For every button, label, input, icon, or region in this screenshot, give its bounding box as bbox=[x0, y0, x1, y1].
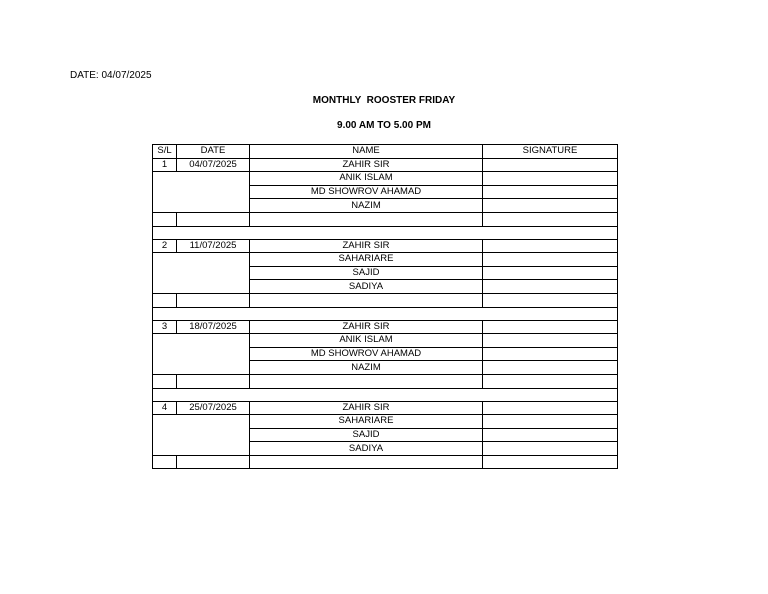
name-cell: ANIK ISLAM bbox=[250, 172, 483, 186]
signature-cell bbox=[483, 347, 618, 361]
name-cell: NAZIM bbox=[250, 361, 483, 375]
date-cell: 11/07/2025 bbox=[177, 239, 250, 253]
name-cell: SAJID bbox=[250, 266, 483, 280]
name-cell: ZAHIR SIR bbox=[250, 320, 483, 334]
table-header-row bbox=[153, 145, 618, 159]
signature-cell bbox=[483, 280, 618, 294]
shift-time: 9.00 AM TO 5.00 PM bbox=[337, 120, 431, 131]
date-cell: 25/07/2025 bbox=[177, 401, 250, 415]
signature-cell bbox=[483, 239, 618, 253]
empty-row bbox=[153, 212, 618, 226]
table-row bbox=[153, 172, 618, 186]
document-date: DATE: 04/07/2025 bbox=[70, 70, 152, 81]
sl-cell: 3 bbox=[153, 320, 177, 334]
signature-cell bbox=[483, 185, 618, 199]
empty-row bbox=[153, 455, 618, 469]
table-row bbox=[153, 415, 618, 429]
document-title: MONTHLY ROOSTER FRIDAY bbox=[312, 95, 456, 106]
sl-cell: 2 bbox=[153, 239, 177, 253]
name-cell: ANIK ISLAM bbox=[250, 334, 483, 348]
empty-row bbox=[153, 293, 618, 307]
name-cell: ZAHIR SIR bbox=[250, 401, 483, 415]
column-header-date: DATE bbox=[177, 145, 250, 159]
name-cell: SADIYA bbox=[250, 442, 483, 456]
signature-cell bbox=[483, 334, 618, 348]
date-cell: 18/07/2025 bbox=[177, 320, 250, 334]
table-row bbox=[153, 334, 618, 348]
signature-cell bbox=[483, 320, 618, 334]
table-row bbox=[153, 158, 618, 172]
table-row bbox=[153, 320, 618, 334]
name-cell: ZAHIR SIR bbox=[250, 239, 483, 253]
name-cell: NAZIM bbox=[250, 199, 483, 213]
table-row bbox=[153, 401, 618, 415]
signature-cell bbox=[483, 266, 618, 280]
signature-cell bbox=[483, 361, 618, 375]
empty-row bbox=[153, 374, 618, 388]
name-cell: SAJID bbox=[250, 428, 483, 442]
sl-cell: 1 bbox=[153, 158, 177, 172]
name-cell: SAHARIARE bbox=[250, 253, 483, 267]
column-header-signature: SIGNATURE bbox=[483, 145, 618, 159]
signature-cell bbox=[483, 442, 618, 456]
signature-cell bbox=[483, 401, 618, 415]
signature-cell bbox=[483, 253, 618, 267]
name-cell: MD SHOWROV AHAMAD bbox=[250, 185, 483, 199]
column-header-sl: S/L bbox=[153, 145, 177, 159]
group-gap bbox=[153, 226, 618, 239]
merged-empty-cell bbox=[153, 415, 250, 456]
sl-cell: 4 bbox=[153, 401, 177, 415]
name-cell: ZAHIR SIR bbox=[250, 158, 483, 172]
signature-cell bbox=[483, 415, 618, 429]
table-row bbox=[153, 253, 618, 267]
column-header-name: NAME bbox=[250, 145, 483, 159]
date-cell: 04/07/2025 bbox=[177, 158, 250, 172]
group-gap bbox=[153, 388, 618, 401]
name-cell: SADIYA bbox=[250, 280, 483, 294]
signature-cell bbox=[483, 172, 618, 186]
table-row bbox=[153, 239, 618, 253]
roster-table bbox=[152, 144, 618, 469]
signature-cell bbox=[483, 199, 618, 213]
merged-empty-cell bbox=[153, 172, 250, 213]
merged-empty-cell bbox=[153, 334, 250, 375]
group-gap bbox=[153, 307, 618, 320]
merged-empty-cell bbox=[153, 253, 250, 294]
name-cell: SAHARIARE bbox=[250, 415, 483, 429]
name-cell: MD SHOWROV AHAMAD bbox=[250, 347, 483, 361]
signature-cell bbox=[483, 428, 618, 442]
signature-cell bbox=[483, 158, 618, 172]
